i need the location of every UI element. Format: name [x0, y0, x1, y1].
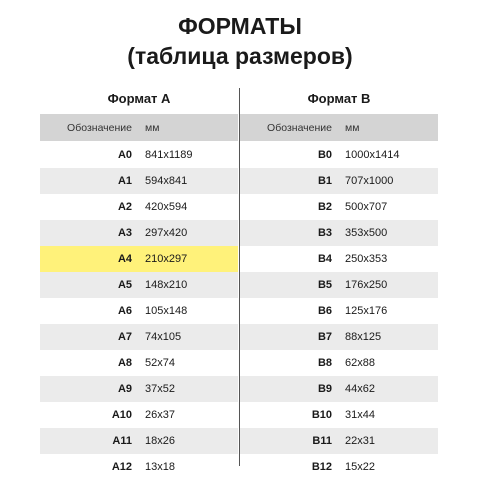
format-size: 13x18 — [145, 461, 175, 473]
format-name: A5 — [117, 279, 132, 291]
format-name: A12 — [111, 461, 132, 473]
page-subtitle: (таблица размеров) — [127, 43, 353, 69]
format-name: A10 — [111, 409, 132, 421]
format-name: A1 — [117, 175, 132, 187]
table-row — [240, 246, 438, 272]
format-size: 18x26 — [145, 435, 175, 447]
center-divider — [239, 88, 240, 466]
format-a-rows — [40, 142, 238, 480]
format-size: 707x1000 — [345, 175, 394, 187]
format-name: B0 — [317, 149, 332, 161]
format-size: 15x22 — [345, 461, 375, 473]
format-size: 37x52 — [145, 383, 175, 395]
table-row — [40, 194, 238, 220]
format-name: A11 — [112, 435, 132, 447]
table-row — [240, 272, 438, 298]
table-row — [240, 376, 438, 402]
format-size: 594x841 — [145, 175, 188, 187]
table-row — [240, 454, 438, 480]
format-name: A4 — [117, 253, 132, 265]
header-designation: Обозначение — [67, 121, 132, 134]
format-name: B5 — [317, 279, 332, 291]
table-row — [40, 246, 238, 272]
header-unit: мм — [145, 121, 160, 134]
table-row — [240, 298, 438, 324]
table-row — [40, 220, 238, 246]
table-row — [240, 324, 438, 350]
table-row — [240, 220, 438, 246]
table-row — [240, 142, 438, 168]
format-a-table — [40, 84, 238, 480]
format-name: A7 — [117, 331, 132, 343]
table-row — [40, 324, 238, 350]
format-size: 297x420 — [145, 227, 188, 239]
header-designation: Обозначение — [267, 121, 332, 134]
table-header — [240, 114, 438, 141]
table-row — [240, 350, 438, 376]
table-row — [40, 298, 238, 324]
format-name: A2 — [117, 201, 132, 213]
format-b-rows — [240, 142, 438, 480]
format-name: A3 — [117, 227, 132, 239]
format-size: 1000x1414 — [345, 149, 400, 161]
table-header — [40, 114, 238, 141]
format-size: 125x176 — [345, 305, 388, 317]
table-row — [40, 272, 238, 298]
format-size: 74x105 — [145, 331, 182, 343]
format-size: 62x88 — [345, 357, 375, 369]
format-name: A6 — [117, 305, 132, 317]
format-size: 44x62 — [345, 383, 375, 395]
page-title: ФОРМАТЫ — [178, 13, 302, 39]
format-name: B9 — [317, 383, 332, 395]
table-row — [40, 454, 238, 480]
format-name: B6 — [317, 305, 332, 317]
format-size: 353x500 — [345, 227, 388, 239]
format-size: 52x74 — [145, 357, 175, 369]
table-row — [40, 350, 238, 376]
table-row — [240, 428, 438, 454]
header-unit: мм — [345, 121, 360, 134]
format-size: 22x31 — [345, 435, 375, 447]
format-size: 420x594 — [145, 201, 188, 213]
format-name: B11 — [312, 435, 332, 447]
table-row — [240, 168, 438, 194]
format-a-title: Формат А — [107, 91, 171, 106]
table-row — [240, 194, 438, 220]
format-name: B10 — [311, 409, 332, 421]
format-name: B1 — [317, 175, 332, 187]
format-name: B7 — [317, 331, 332, 343]
format-b-title: Формат В — [307, 91, 371, 106]
format-name: A8 — [117, 357, 132, 369]
format-size: 31x44 — [345, 409, 375, 421]
format-size: 105x148 — [145, 305, 188, 317]
table-row — [40, 376, 238, 402]
format-name: A9 — [117, 383, 132, 395]
table-row — [40, 402, 238, 428]
format-size: 841x1189 — [145, 149, 193, 161]
format-size: 210x297 — [145, 253, 188, 265]
format-name: B8 — [317, 357, 332, 369]
format-size: 250x353 — [345, 253, 388, 265]
format-name: B4 — [317, 253, 332, 265]
format-name: B12 — [311, 461, 332, 473]
format-name: B2 — [317, 201, 332, 213]
format-size: 26x37 — [145, 409, 175, 421]
format-name: A0 — [117, 149, 132, 161]
table-row — [40, 428, 238, 454]
format-b-table — [240, 84, 438, 480]
format-size: 500x707 — [345, 201, 388, 213]
table-row — [40, 142, 238, 168]
table-row — [240, 402, 438, 428]
table-row — [40, 168, 238, 194]
format-size: 148x210 — [145, 279, 188, 291]
format-size: 88x125 — [345, 331, 382, 343]
format-name: B3 — [317, 227, 332, 239]
format-size: 176x250 — [345, 279, 388, 291]
